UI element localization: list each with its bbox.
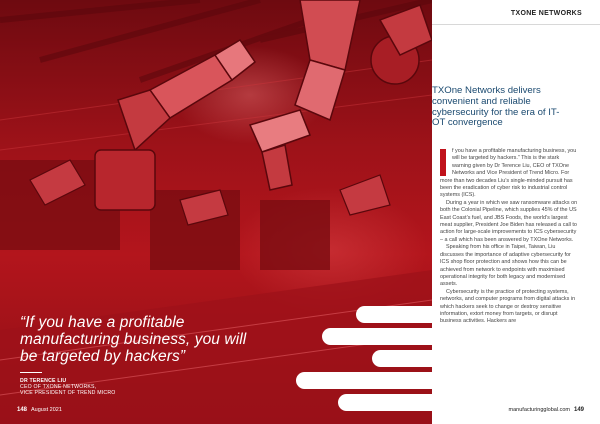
article-body (440, 148, 578, 326)
attribution-name: DR TERENCE LIU (20, 378, 67, 384)
right-page-number: 149 (573, 407, 584, 413)
body-paragraph-4: Cybersecurity is the practice of protecting systems, networks, and computer programs from digital attacks in which hackers seek to change or destroy sensitive information, extort money from targets, or disrupt business activities. Hackers are (440, 288, 576, 325)
body-paragraph-3: Speaking from his office in Taipei, Taiwan, Liu discusses the importance of adaptive cybersecurity for ICS shop floor protection and shows how this can be achieved from network to endpoints with maximised operational integrity for both legacy and modernised assets. (440, 244, 571, 288)
quote-divider (20, 372, 42, 373)
drop-cap-bar (440, 149, 446, 176)
attribution-role-1: CEO OF TXONE NETWORKS, (20, 384, 97, 391)
pull-quote: “If you have a profitable manufacturing business, you will be targeted by hackers” (20, 314, 247, 365)
quote-attribution (20, 378, 220, 397)
issue-date: August 2021 (31, 407, 62, 413)
article-standfirst: TXOne Networks delivers convenient and reliable cybersecurity for the era of IT-OT convergence (432, 85, 560, 129)
header-divider (432, 24, 600, 25)
left-page-folio (17, 407, 62, 413)
body-paragraph-2: During a year in which we saw ransomware attacks on both the Colonial Pipeline, which supplies 45% of the US East Coast’s fuel, and JBS Foods, the world’s largest meat supplier, President Joe Biden has released a call to action for large-scale improvements to ICS cybersecurity – a call which has been answered by TXOne Networks. (440, 199, 578, 243)
section-brand-header: TXONE NETWORKS (510, 10, 582, 17)
attribution-role-2: VICE PRESIDENT OF TREND MICRO (20, 390, 116, 397)
right-page-folio (509, 407, 584, 413)
left-page-number: 148 (17, 407, 28, 413)
body-paragraph-1: f you have a profitable manufacturing business, you will be targeted by hackers.” This is the stark warning given by Dr Terence Liu, CEO of TXOne Networks and Vice President of Trend Micro. For more than two decades Liu’s single-minded pursuit has been the eradication of cyber risk to industrial control systems (ICS). (440, 148, 577, 199)
website-url[interactable]: manufacturingglobal.com (508, 407, 570, 413)
article-text-page (432, 0, 600, 424)
